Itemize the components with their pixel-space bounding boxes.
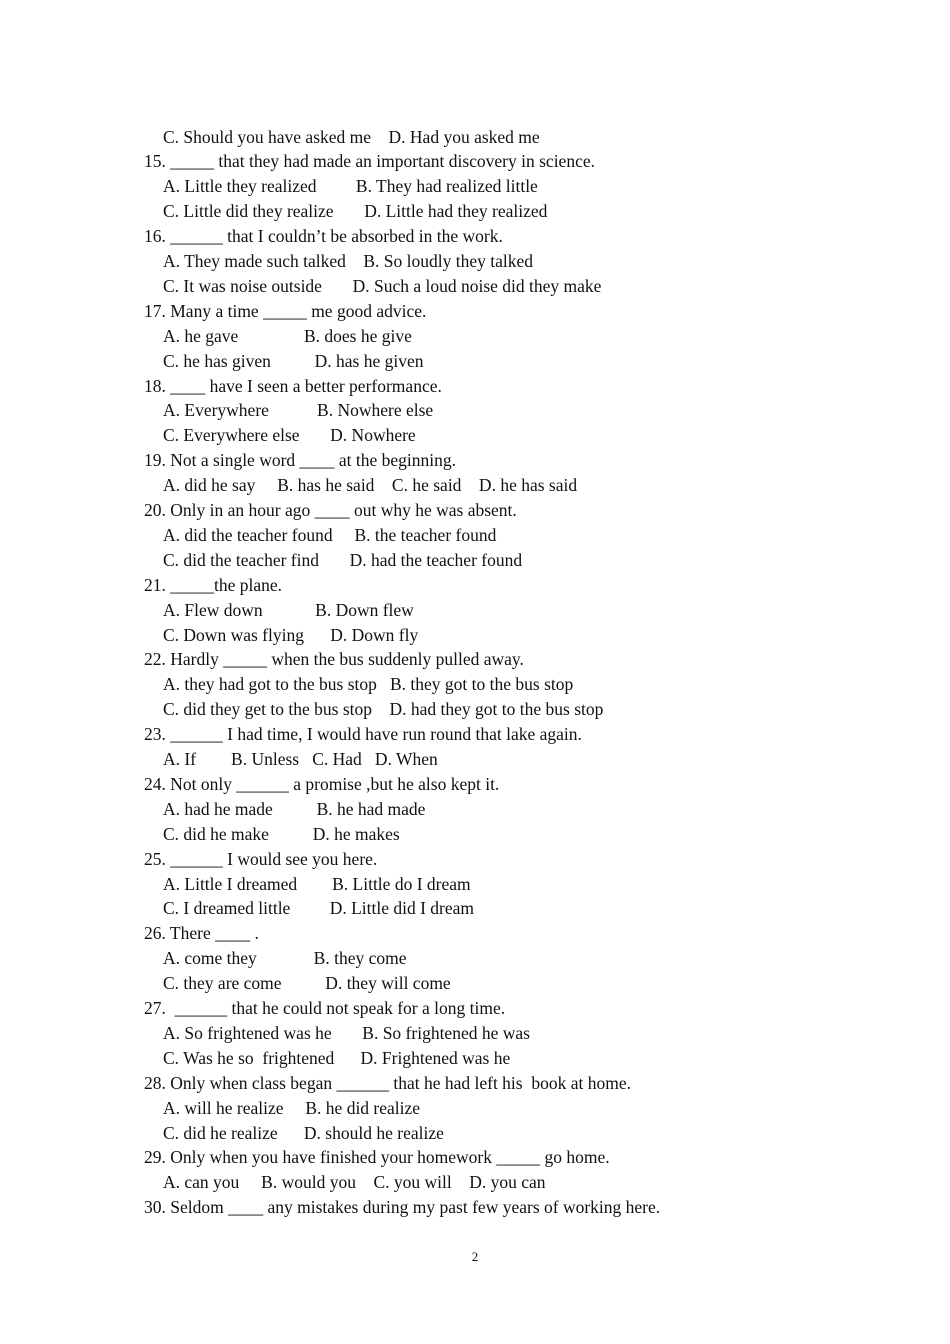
- answer-options-line: C. I dreamed little D. Little did I dream: [163, 898, 475, 919]
- answer-options-line: C. he has given D. has he given: [163, 350, 424, 371]
- question-line: 30. Seldom ____ any mistakes during my past few years of working here.: [144, 1197, 661, 1218]
- question-line: 28. Only when class began ______ that he had left his book at home.: [144, 1072, 631, 1093]
- answer-options-line: A. can you B. would you C. you will D. you can: [163, 1172, 546, 1193]
- question-line: 23. ______ I had time, I would have run round that lake again.: [144, 724, 582, 745]
- page-number: 2: [471, 1249, 479, 1264]
- answer-options-line: A. did the teacher found B. the teacher found: [163, 524, 497, 545]
- answer-options-line: C. did the teacher find D. had the teacher found: [163, 549, 523, 570]
- question-line: 25. ______ I would see you here.: [144, 848, 378, 869]
- answer-options-line: C. Was he so frightened D. Frightened was he: [163, 1047, 511, 1068]
- answer-options-line: C. did he realize D. should he realize: [163, 1122, 444, 1143]
- answer-options-line: A. they had got to the bus stop B. they got to the bus stop: [163, 674, 574, 695]
- answer-options-line: A. Little I dreamed B. Little do I dream: [163, 873, 471, 894]
- question-line: 22. Hardly _____ when the bus suddenly pulled away.: [144, 649, 524, 670]
- answer-options-line: A. If B. Unless C. Had D. When: [163, 749, 438, 769]
- answer-options-line: A. So frightened was he B. So frightened he was: [163, 1022, 530, 1043]
- answer-options-line: C. Should you have asked me D. Had you asked me: [163, 126, 540, 147]
- answer-options-line: A. come they B. they come: [163, 948, 407, 969]
- question-line: 17. Many a time _____ me good advice.: [144, 300, 427, 321]
- answer-options-line: A. will he realize B. he did realize: [163, 1097, 421, 1118]
- answer-options-line: C. Everywhere else D. Nowhere: [163, 425, 416, 446]
- answer-options-line: C. did they get to the bus stop D. had they got to the bus stop: [163, 699, 604, 720]
- question-line: 19. Not a single word ____ at the beginning.: [144, 450, 457, 471]
- answer-options-line: A. Flew down B. Down flew: [163, 599, 414, 620]
- question-line: 20. Only in an hour ago ____ out why he was absent.: [144, 500, 517, 520]
- answer-options-line: C. It was noise outside D. Such a loud noise did they make: [163, 275, 602, 296]
- answer-options-line: C. they are come D. they will come: [163, 973, 451, 994]
- answer-options-line: A. did he say B. has he said C. he said D. he has said: [163, 475, 578, 496]
- question-line: 16. ______ that I couldn’t be absorbed in the work.: [144, 226, 503, 247]
- question-line: 21. _____the plane.: [144, 574, 283, 595]
- question-line: 27. ______ that he could not speak for a long time.: [144, 998, 506, 1018]
- question-line: 29. Only when you have finished your homework _____ go home.: [144, 1147, 610, 1168]
- answer-options-line: A. he gave B. does he give: [163, 325, 412, 346]
- answer-options-line: A. They made such talked B. So loudly they talked: [163, 251, 534, 271]
- answer-options-line: C. Down was flying D. Down fly: [163, 624, 419, 645]
- answer-options-line: A. had he made B. he had made: [163, 798, 426, 819]
- answer-options-line: A. Little they realized B. They had realized little: [163, 176, 538, 197]
- question-line: 18. ____ have I seen a better performance.: [144, 375, 442, 396]
- answer-options-line: A. Everywhere B. Nowhere else: [163, 400, 434, 421]
- question-line: 26. There ____ .: [144, 923, 259, 944]
- question-line: 24. Not only ______ a promise ,but he also kept it.: [144, 773, 500, 794]
- question-line: 15. _____ that they had made an important discovery in science.: [144, 151, 595, 172]
- answer-options-line: C. Little did they realize D. Little had they realized: [163, 201, 548, 222]
- answer-options-line: C. did he make D. he makes: [163, 823, 400, 844]
